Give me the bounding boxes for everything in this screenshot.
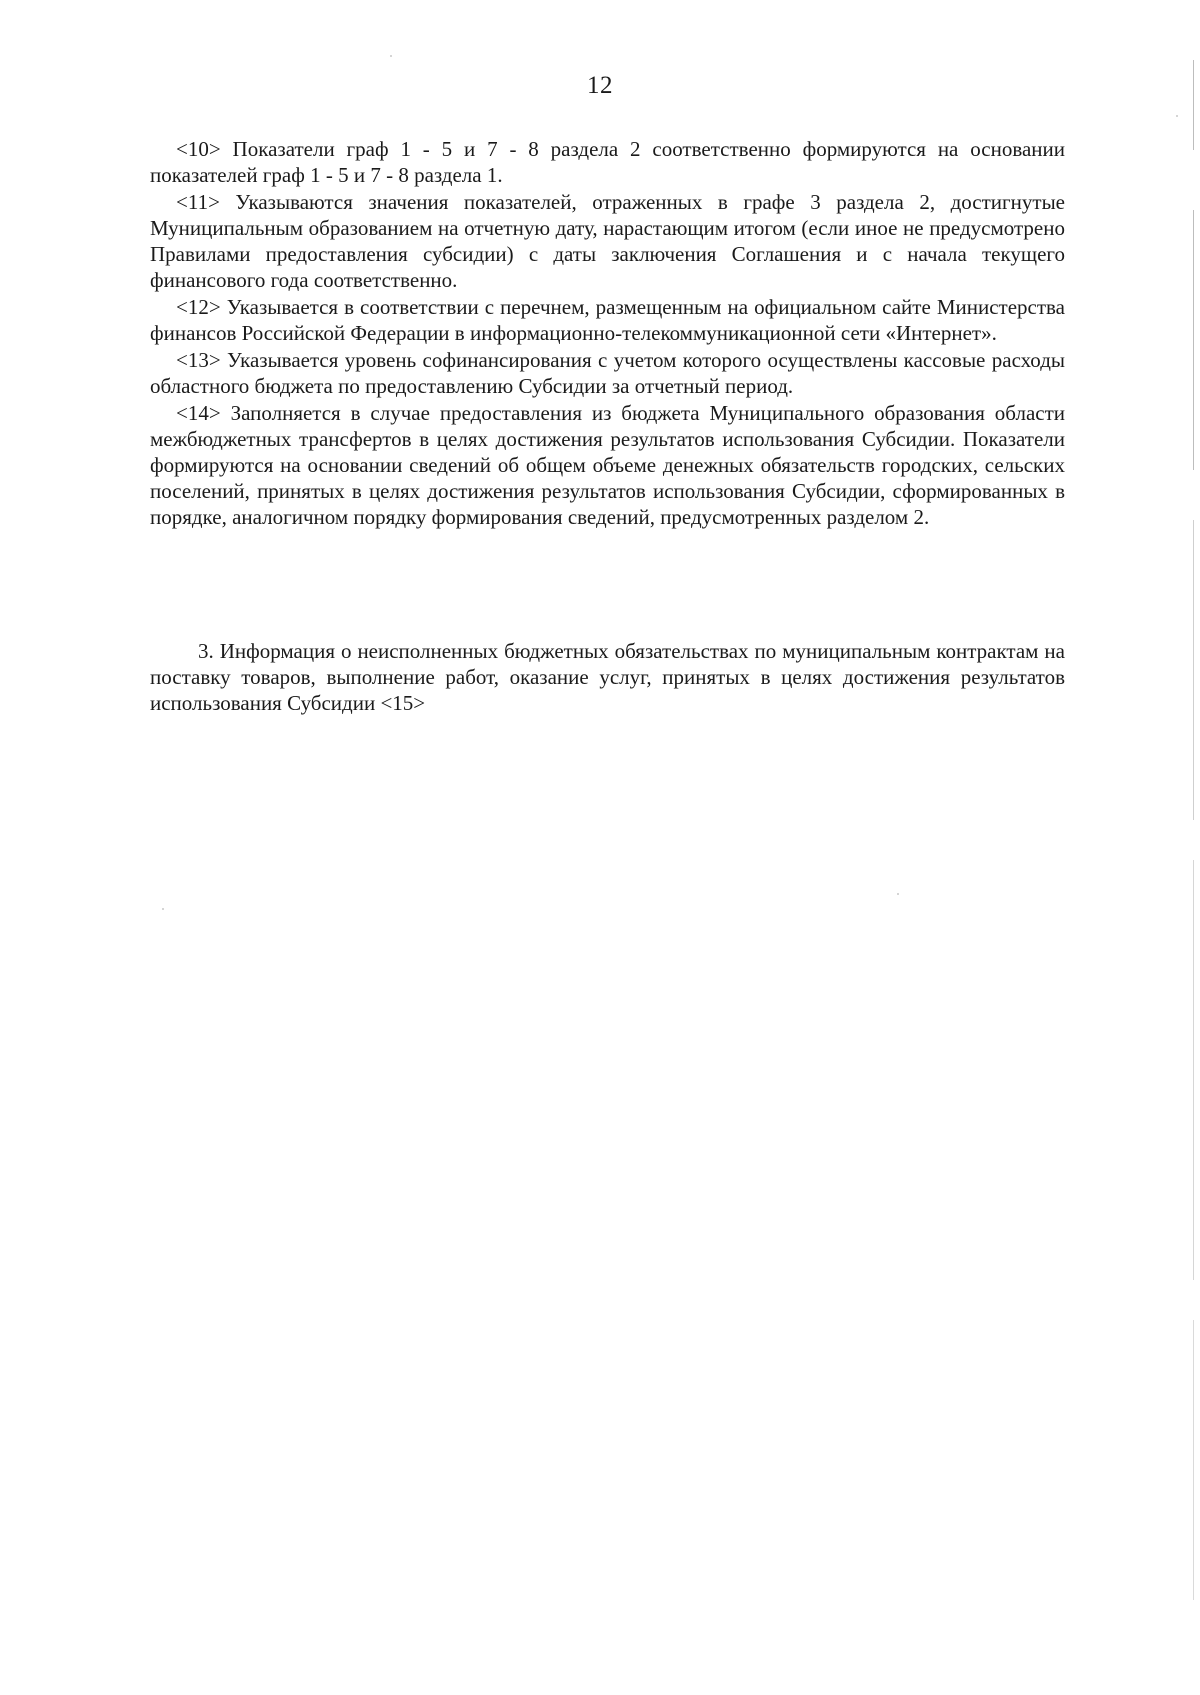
scan-speck xyxy=(390,55,392,57)
footnote-13: <13> Указывается уровень софинансирования с учетом которого осуществлены кассовые расходы областного бюджета по предоставлению Субсидии за отчетный период. xyxy=(150,348,1065,398)
scan-speck xyxy=(1176,115,1178,117)
footnote-12: <12> Указывается в соответствии с перечнем, размещенным на официальном сайте Министерства финансов Российской Федерации в информационно-телекоммуникационной сети «Интернет». xyxy=(150,295,1065,345)
footnote-14: <14> Заполняется в случае предоставления из бюджета Муниципального образования области межбюджетных трансфертов в целях достижения результатов использования Субсидии. Показатели формируются на основании сведений об общем объеме денежных обязательств городских, сельских поселений, принятых в целях достижения результатов использования Субсидии, сформированных в порядке, аналогичном порядку формирования сведений, предусмотренных разделом 2. xyxy=(150,401,1065,529)
scan-edge-artifact xyxy=(1193,60,1194,150)
scan-edge-artifact xyxy=(1193,520,1194,820)
footnotes-block xyxy=(150,136,1065,531)
footnote-10: <10> Показатели граф 1 - 5 и 7 - 8 раздела 2 соответственно формируются на основании показателей граф 1 - 5 и 7 - 8 раздела 1. xyxy=(150,137,1065,187)
footnote-11: <11> Указываются значения показателей, отраженных в графе 3 раздела 2, достигнутые Муниципальным образованием на отчетную дату, нарастающим итогом (если иное не предусмотрено Правилами предоставления субсидии) с даты заключения Соглашения и с начала текущего финансового года соответственно. xyxy=(150,190,1065,292)
scan-edge-artifact xyxy=(1193,860,1194,1280)
scan-speck xyxy=(897,893,899,895)
scan-edge-artifact xyxy=(1193,210,1194,470)
section-3-heading: 3. Информация о неисполненных бюджетных обязательствах по муниципальным контрактам на поставку товаров, выполнение работ, оказание услуг, принятых в целях достижения результатов использования Субсидии <15> xyxy=(150,639,1065,715)
scan-edge-artifact xyxy=(1193,1320,1194,1600)
page-number: 12 xyxy=(587,72,613,99)
scan-speck xyxy=(162,908,164,910)
